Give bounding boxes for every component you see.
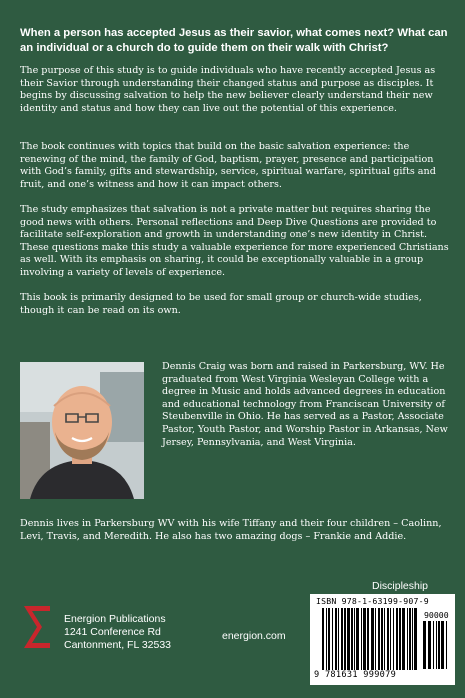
category-label: Discipleship bbox=[372, 580, 429, 592]
author-family: Dennis lives in Parkersburg WV with his wife Tiffany and their four children – Caolinn, Levi, Travis, and Meredith. He also has two amazing dogs – Frankie and Addie. bbox=[20, 518, 442, 542]
author-photo bbox=[20, 362, 144, 499]
publisher-address-line-1: 1241 Conference Rd bbox=[64, 626, 161, 638]
publisher-address-line-2: Cantonment, FL 32533 bbox=[64, 639, 172, 651]
publisher-name: Energion Publications bbox=[64, 613, 166, 625]
isbn-barcode bbox=[310, 594, 455, 685]
ean-number: 9 781631 999079 bbox=[314, 670, 397, 680]
description-paragraph-1: The purpose of this study is to guide individuals who have recently accepted Jesus as their Savior through understanding their changed status and purpose as disciples. It begins by discussing salvation to help the new believer clearly understand their new identity and status and how they can live out the potential of this experience. bbox=[20, 65, 436, 114]
description-paragraph-2: The book continues with topics that build on the basic salvation experience: the renewing of the mind, the family of God, baptism, prayer, presence and participation with God’s family, gifts and stewardship, service, spiritual warfare, spiritual gifts and fruit, and one’s witness and how it can impact others. bbox=[20, 141, 436, 190]
author-bio: Dennis Craig was born and raised in Parkersburg, WV. He graduated from West Virginia Wesleyan College with a degree in Music and holds advanced degrees in education and educational technology from Franciscan University of Steubenville in Ohio. He has served as a Pastor, Associate Pastor, Youth Pastor, and Worship Pastor in Arkansas, New Jersey, Pennsylvania, and West Virginia. bbox=[162, 361, 448, 448]
price-barcode-bars bbox=[423, 621, 451, 669]
isbn-number: ISBN 978-1-63199-907-9 bbox=[316, 596, 429, 606]
description-paragraph-3: The study emphasizes that salvation is not a private matter but requires sharing the good news with others. Personal reflections and Deep Dive Questions are provided to facilitate self-exploration and growth in understanding one’s new identity in Christ. These questions make this study a valuable experience for more experienced Christians as well. With its emphasis on sharing, it could be exceptionally valuable in a group involving a variety of levels of experience. bbox=[20, 204, 449, 278]
sigma-logo-icon bbox=[22, 604, 52, 650]
ean-barcode-bars bbox=[322, 608, 418, 670]
description-paragraph-4: This book is primarily designed to be used for small group or church-wide studies, though it can be read on its own. bbox=[20, 292, 422, 316]
price-code: 90000 bbox=[424, 610, 449, 620]
publisher-info bbox=[64, 613, 171, 652]
intro-question: When a person has accepted Jesus as their savior, what comes next? What can an individual or a church do to guide them on their walk with Christ? bbox=[20, 27, 448, 54]
publisher-website: energion.com bbox=[222, 630, 286, 642]
